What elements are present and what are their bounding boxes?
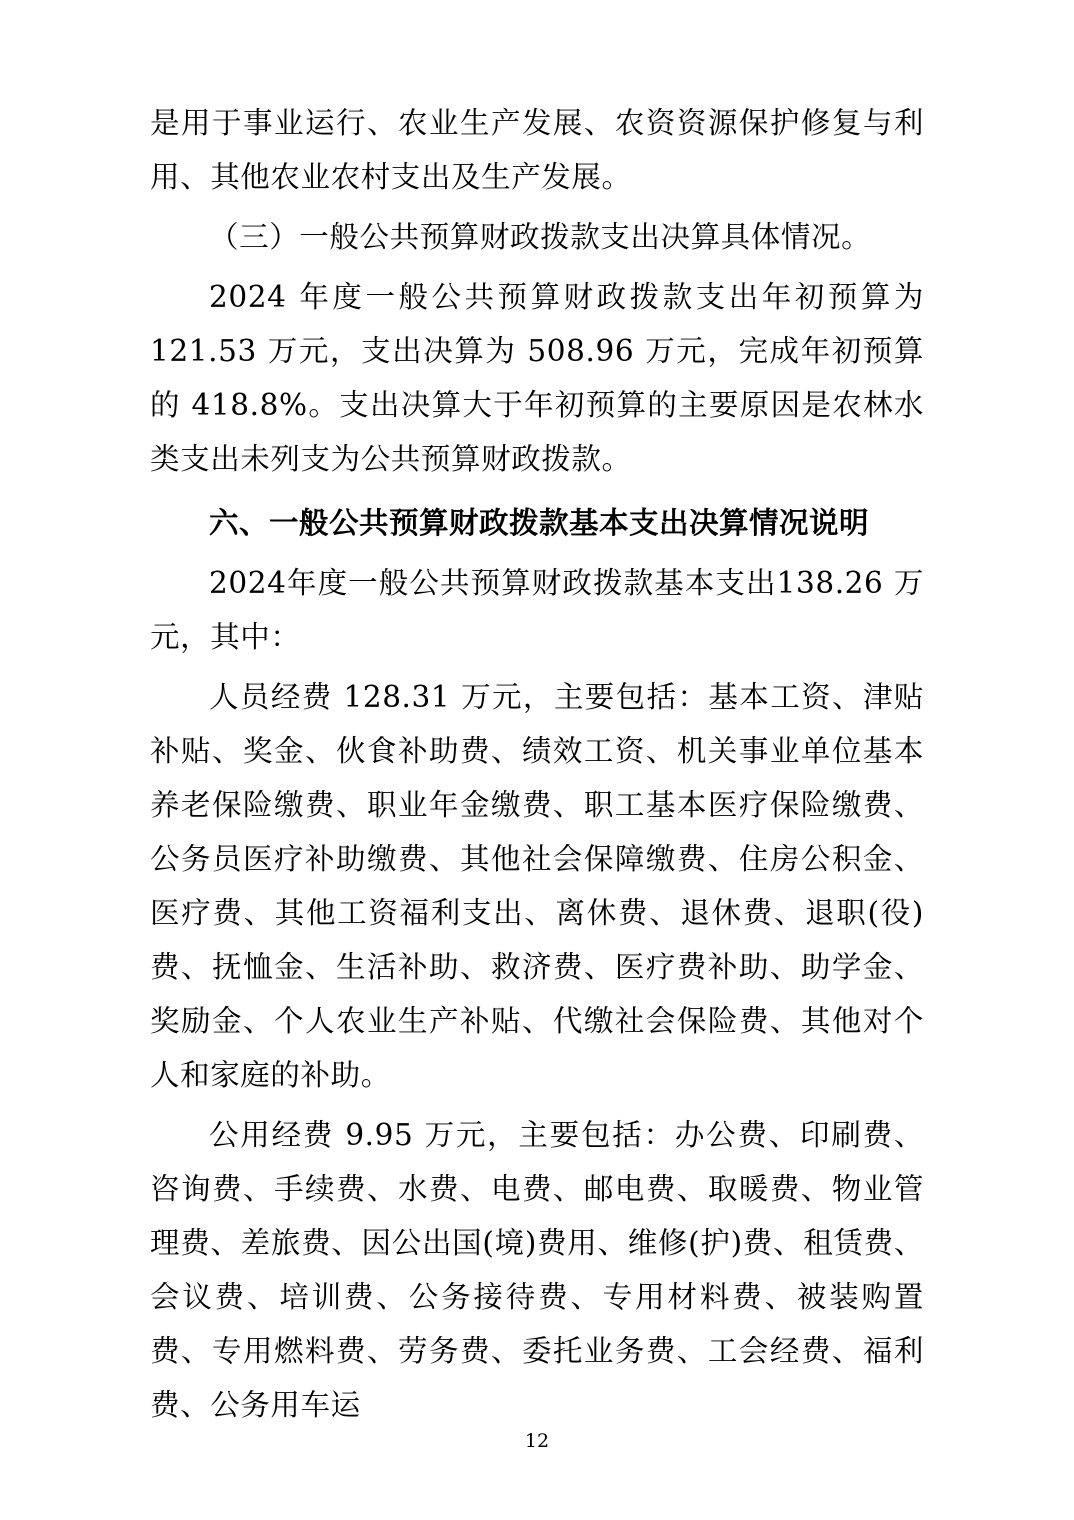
paragraph-personnel-expenses: 人员经费 128.31 万元，主要包括：基本工资、津贴补贴、奖金、伙食补助费、绩效工资、机关事业单位基本养老保险缴费、职业年金缴费、职工基本医疗保险缴费、公务员医疗补助缴费、其他社会保障缴费、住房公积金、医疗费、其他工资福利支出、离休费、退休费、退职(役)费、抚恤金、生活补助、救济费、医疗费补助、助学金、奖励金、个人农业生产补贴、代缴社会保险费、其他对个人和家庭的补助。 [150,680,924,1092]
document-body [150,96,924,1432]
paragraph-budget-expenditure-detail: 2024 年度一般公共预算财政拨款支出年初预算为 121.53 万元，支出决算为 508.96 万元，完成年初预算的 418.8%。支出决算大于年初预算的主要原因是农林水类支出未列支为公共预算财政拨款。 [150,280,924,476]
paragraph-public-expenses: 公用经费 9.95 万元，主要包括：办公费、印刷费、咨询费、手续费、水费、电费、邮电费、取暖费、物业管理费、差旅费、因公出国(境)费用、维修(护)费、租赁费、会议费、培训费、公务接待费、专用材料费、被装购置费、专用燃料费、劳务费、委托业务费、工会经费、福利费、公务用车运 [150,1118,924,1422]
heading-section-six: 六、一般公共预算财政拨款基本支出决算情况说明 [209,506,870,540]
page-number: 12 [524,1430,550,1452]
paragraph-section-three-title: （三）一般公共预算财政拨款支出决算具体情况。 [209,220,872,254]
paragraph-basic-expenditure-total: 2024年度一般公共预算财政拨款基本支出138.26 万元，其中： [150,566,924,654]
paragraph-continued-intro: 是用于事业运行、农业生产发展、农资资源保护修复与利用、其他农业农村支出及生产发展。 [150,106,924,194]
